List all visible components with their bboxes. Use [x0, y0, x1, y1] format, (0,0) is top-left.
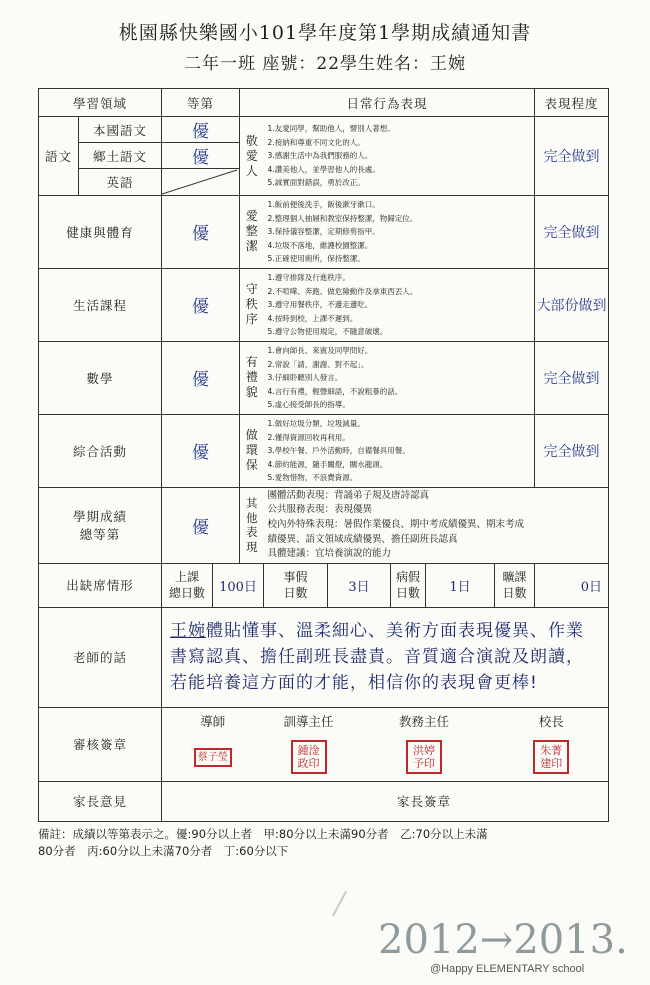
- grade-life: 優: [162, 268, 240, 341]
- header-row: [39, 89, 609, 117]
- row-semester: [39, 487, 609, 563]
- row-attendance: [39, 563, 609, 607]
- parent-signature-label: 家長簽章: [354, 781, 495, 821]
- language-group-label: 語文: [39, 117, 79, 196]
- absent-value: 0日: [535, 563, 609, 607]
- behavior-list-tidy: 1.飯前便後洗手，飯後漱牙漱口。 2.整理個人抽屜和教室保持整潔，物歸定位。 3.保持儀容整潔，定期修剪指甲。 4.垃圾不落地，維護校園整潔。 5.正確使用廁所，保持整潔。: [264, 196, 535, 269]
- seal-discipline: 鍾淦政印: [291, 740, 327, 774]
- grade-english-slashed: [162, 169, 240, 196]
- personal-leave-label: 事假 日數: [264, 563, 328, 607]
- subject-life: 生活課程: [39, 268, 162, 341]
- personal-leave-value: 3日: [328, 563, 391, 607]
- level-order: 大部份做到: [535, 268, 609, 341]
- seal-principal: 朱菁建印: [533, 740, 569, 774]
- review-label: 審核簽章: [39, 707, 162, 781]
- level-tidy: 完全做到: [535, 196, 609, 269]
- row-integrated: [39, 414, 609, 487]
- behavior-list-order: 1.遵守排隊及行進秩序。 2.不喧嘩、奔跑、做危險動作及拿東西丟人。 3.遵守用餐秩序，不邊走邊吃。 4.按時到校，上課不遲到。 5.遵守公物使用規定，不隨意破壞。: [264, 268, 535, 341]
- other-performance: 團體活動表現：背誦弟子規及唐詩認真 公共服務表現：表現優異 校內外特殊表現：暑假作業優良、期中考成績優異、期末考成 績優異、語文領域成績優異、擔任副班長認真 具體建議：宜培養演說的能力: [264, 487, 609, 563]
- report-title: 桃園縣快樂國小101學年度第1學期成績通知書: [118, 22, 532, 44]
- report-table: [38, 88, 609, 822]
- level-respect: 完全做到: [535, 117, 609, 196]
- diagonal-slash: [162, 169, 237, 195]
- seal-cell-principal: [495, 733, 609, 781]
- seal-homeroom: 蔡子瑩: [194, 748, 232, 767]
- parent-opinion-field: [162, 781, 354, 821]
- teacher-comment-text: 王婉體貼懂事、溫柔細心、美術方面表現優異、作業書寫認真、擔任副班長盡責。音質適合演說及朗讀，若能培養這方面的才能，相信你的表現會更棒!: [162, 607, 609, 707]
- role-academic: 教務主任: [354, 707, 495, 733]
- header-level: 表現程度: [535, 89, 609, 117]
- theme-order: 守 秩 序: [240, 268, 264, 341]
- subject-local-language: 鄉土語文: [79, 143, 162, 169]
- subject-health: 健康與體育: [39, 196, 162, 269]
- role-principal: 校長: [495, 707, 609, 733]
- level-eco: 完全做到: [535, 414, 609, 487]
- school-days-value: 100日: [213, 563, 264, 607]
- watermark-years: 2012→2013.: [378, 917, 628, 963]
- grade-integrated: 優: [162, 414, 240, 487]
- row-teacher-comment: [39, 607, 609, 707]
- watermark-caption: @Happy ELEMENTARY school: [430, 963, 585, 975]
- grading-footnote: 備註：成績以等第表示之。優:90分以上者 甲:80分以上未滿90分者 乙:70分以上未滿 80分者 丙:60分以上未滿70分者 丁:60分以下: [38, 827, 488, 858]
- teacher-comment-label: 老師的話: [39, 607, 162, 707]
- row-math: [39, 341, 609, 414]
- subject-integrated: 綜合活動: [39, 414, 162, 487]
- role-discipline: 訓導主任: [264, 707, 354, 733]
- row-parent: [39, 781, 609, 821]
- student-name: 王婉: [170, 621, 207, 642]
- grade-local-language: 優: [162, 143, 240, 169]
- row-mandarin: [39, 117, 609, 143]
- row-health: [39, 196, 609, 269]
- header-grade: 等第: [162, 89, 240, 117]
- grade-health: 優: [162, 196, 240, 269]
- theme-eco: 做 環 保: [240, 414, 264, 487]
- theme-other: 其 他 表 現: [240, 487, 264, 563]
- subject-math: 數學: [39, 341, 162, 414]
- seal-cell-discipline: [264, 733, 354, 781]
- row-life: [39, 268, 609, 341]
- semester-total-label: 學期成績 總等第: [39, 487, 162, 563]
- header-area: 學習領域: [39, 89, 162, 117]
- theme-tidy: 愛 整 潔: [240, 196, 264, 269]
- parent-opinion-label: 家長意見: [39, 781, 162, 821]
- grade-semester-total: 優: [162, 487, 240, 563]
- header-behavior: 日常行為表現: [240, 89, 535, 117]
- behavior-list-respect: 1.友愛同學，幫助他人，譬別人著想。 2.接納和尊重不同文化的人。 3.感謝生活中為我們服務的人。 4.讚美他人，並學習他人的長處。 5.誠實面對錯誤，勇於改正。: [264, 117, 535, 196]
- watermark-slash: [332, 891, 347, 917]
- seal-cell-academic: [354, 733, 495, 781]
- behavior-list-polite: 1.會向師長、來賓及同學問好。 2.常說「請、謝謝、對不起」。 3.仔細聆聽別人發言。 4.言行有禮，輕聲細語，不說粗暴的話。 5.虛心接受師長的指導。: [264, 341, 535, 414]
- seal-cell-homeroom: [162, 733, 264, 781]
- sick-leave-label: 病假 日數: [391, 563, 426, 607]
- role-homeroom: 導師: [162, 707, 264, 733]
- theme-polite: 有 禮 貌: [240, 341, 264, 414]
- subject-mandarin: 本國語文: [79, 117, 162, 143]
- school-days-label: 上課 總日數: [162, 563, 213, 607]
- subject-english: 英語: [79, 169, 162, 196]
- behavior-list-eco: 1.做好垃圾分類，垃圾減量。 2.懂得資源回收再利用。 3.學校午餐、戶外活動時，自備餐具用餐。 4.節約能源，隨手關燈，關水龍頭。 5.愛物惜物，不浪費資源。: [264, 414, 535, 487]
- theme-respect: 敬 愛 人: [240, 117, 264, 196]
- absent-label: 曠課 日數: [495, 563, 535, 607]
- sick-leave-value: 1日: [426, 563, 495, 607]
- grade-mandarin: 優: [162, 117, 240, 143]
- parent-signature-field: [495, 781, 609, 821]
- student-info: 二年一班 座號：22學生姓名：王婉: [183, 54, 467, 74]
- grade-math: 優: [162, 341, 240, 414]
- level-polite: 完全做到: [535, 341, 609, 414]
- attendance-label: 出缺席情形: [39, 563, 162, 607]
- seal-academic: 洪婷予印: [406, 740, 442, 774]
- row-signature-roles: [39, 707, 609, 733]
